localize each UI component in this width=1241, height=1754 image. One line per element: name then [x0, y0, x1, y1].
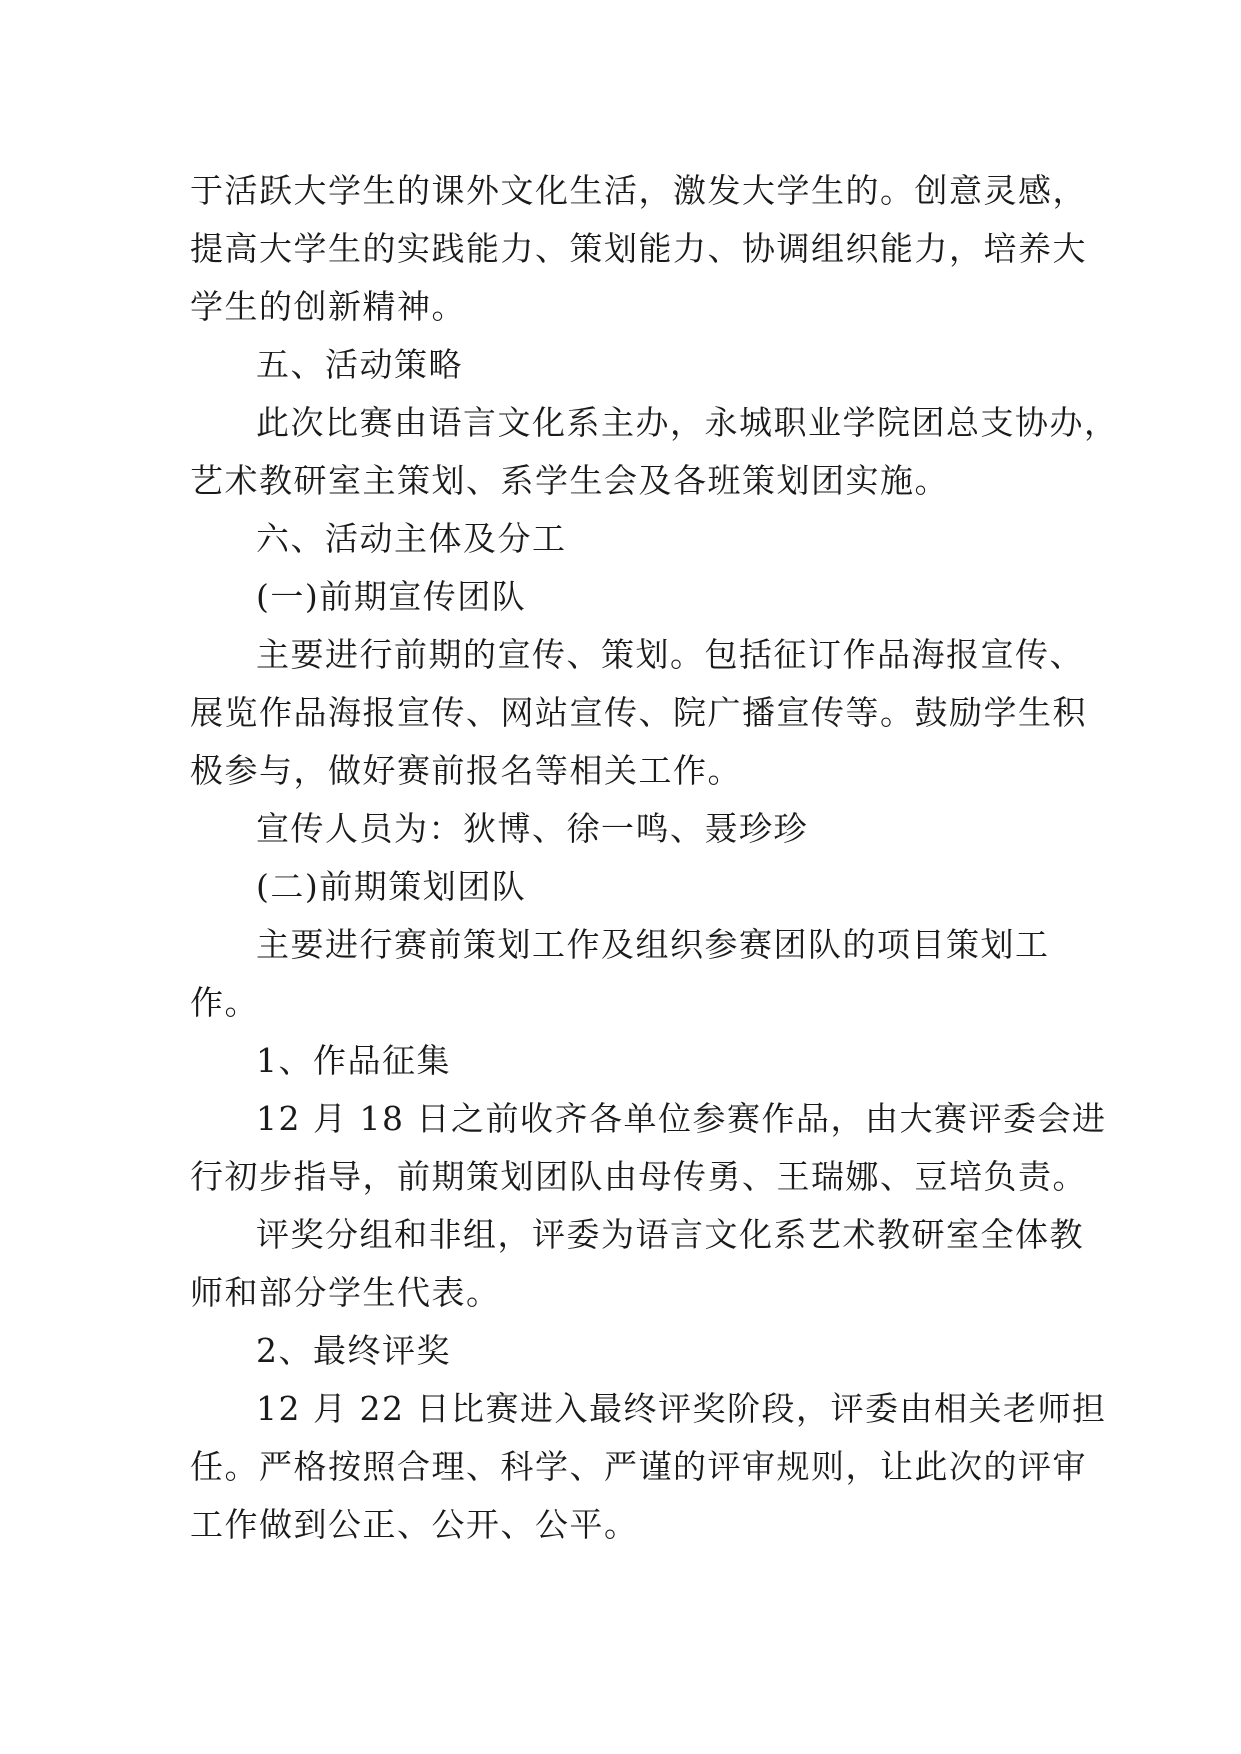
document-body	[190, 162, 1119, 1554]
text-line: 宣传人员为：狄博、徐一鸣、聂珍珍	[256, 809, 808, 848]
subsection-heading: (二)前期策划团队	[256, 867, 527, 906]
text-line: 任。严格按照合理、科学、严谨的评审规则，让此次的评审	[190, 1447, 1087, 1486]
text-line: 于活跃大学生的课外文化生活，激发大学生的。创意灵感，	[190, 171, 1087, 210]
text-line: 作。	[190, 983, 259, 1022]
text-line: 此次比赛由语言文化系主办，永城职业学院团总支协办，	[256, 403, 1119, 442]
text-line: 工作做到公正、公开、公平。	[190, 1505, 639, 1544]
subsection-heading: (一)前期宣传团队	[256, 577, 527, 616]
section-heading: 六、活动主体及分工	[256, 519, 567, 558]
text-line: 提高大学生的实践能力、策划能力、协调组织能力，培养大	[190, 229, 1087, 268]
text-line: 学生的创新精神。	[190, 287, 466, 326]
text-line: 主要进行赛前策划工作及组织参赛团队的项目策划工	[256, 925, 1050, 964]
section-heading: 五、活动策略	[256, 345, 463, 384]
item-heading: 2、最终评奖	[256, 1331, 451, 1370]
text-line: 评奖分组和非组，评委为语言文化系艺术教研室全体教	[256, 1215, 1084, 1254]
text-line: 12 月 18 日之前收齐各单位参赛作品，由大赛评委会进	[256, 1099, 1107, 1138]
text-line: 行初步指导，前期策划团队由母传勇、王瑞娜、豆培负责。	[190, 1157, 1087, 1196]
text-line: 展览作品海报宣传、网站宣传、院广播宣传等。鼓励学生积	[190, 693, 1087, 732]
item-heading: 1、作品征集	[256, 1041, 451, 1080]
text-line: 极参与，做好赛前报名等相关工作。	[190, 751, 742, 790]
text-line: 艺术教研室主策划、系学生会及各班策划团实施。	[190, 461, 949, 500]
text-line: 12 月 22 日比赛进入最终评奖阶段，评委由相关老师担	[256, 1389, 1107, 1428]
text-line: 主要进行前期的宣传、策划。包括征订作品海报宣传、	[256, 635, 1084, 674]
text-line: 师和部分学生代表。	[190, 1273, 501, 1312]
